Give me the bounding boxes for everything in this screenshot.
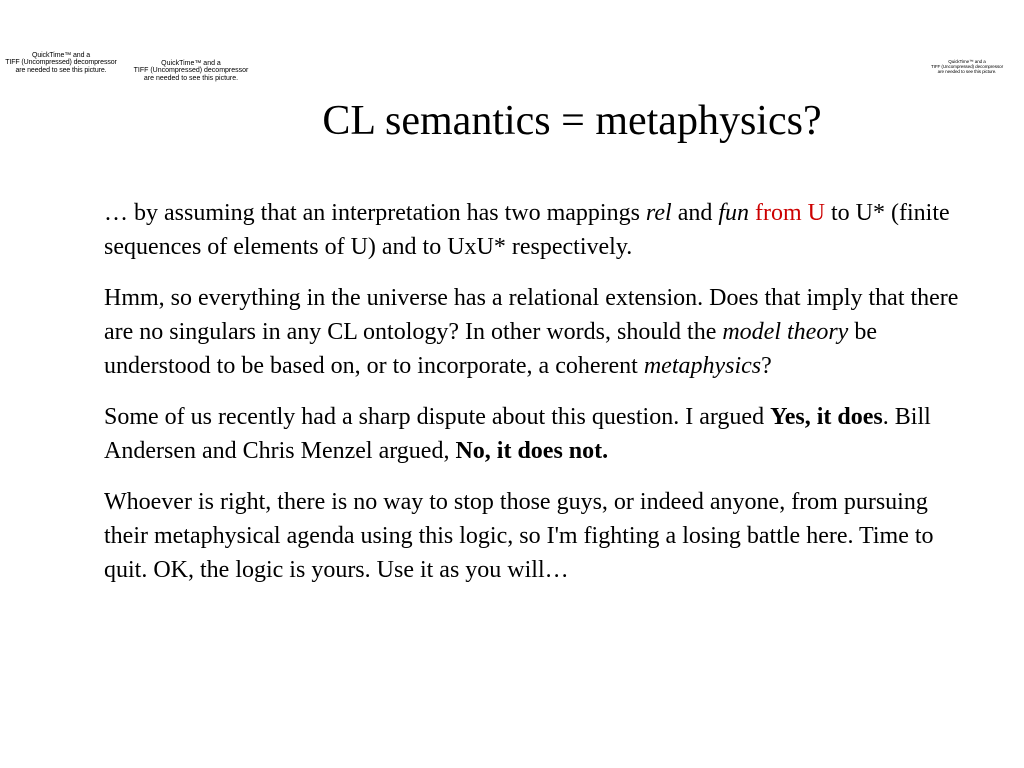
placeholder-line: TIFF (Uncompressed) decompressor bbox=[5, 59, 117, 67]
paragraph-dispute bbox=[104, 400, 964, 468]
text-run: Some of us recently had a sharp dispute about this question. I argued bbox=[104, 404, 771, 430]
slide-title: CL semantics = metaphysics? bbox=[322, 98, 822, 144]
text-run: Hmm, so everything in the universe has a relational extension. Does that imply that there are no singulars in any CL ontology? In other words, should the bbox=[104, 285, 959, 345]
text-run: be understood to be based on, or to incorporate, a coherent bbox=[104, 319, 877, 379]
text-run: . Bill Andersen and Chris Menzel argued, bbox=[104, 404, 931, 464]
bold-yes-it-does: Yes, it does bbox=[770, 404, 883, 430]
paragraph-relational-extension bbox=[104, 281, 964, 383]
text-run: and bbox=[671, 200, 719, 226]
italic-metaphysics: metaphysics bbox=[643, 353, 762, 379]
placeholder-line: QuickTime™ and a bbox=[948, 59, 986, 64]
placeholder-line: are needed to see this picture. bbox=[143, 74, 239, 82]
italic-fun: fun bbox=[718, 200, 750, 226]
paragraph-interpretation-mappings bbox=[104, 196, 964, 264]
text-run: to U* (finite sequences of elements of U) and to UxU* respectively. bbox=[104, 200, 950, 260]
paragraph-conclusion bbox=[104, 485, 964, 587]
placeholder-line: QuickTime™ and a bbox=[31, 52, 91, 59]
italic-rel: rel bbox=[645, 200, 672, 226]
text-run: Whoever is right, there is no way to stop those guys, or indeed anyone, from pursuing their metaphysical agenda using this logic, so I'm fighting a losing battle here. Time to quit. OK, the logic is yours. Use it as you will… bbox=[104, 489, 934, 583]
placeholder-line: QuickTime™ and a bbox=[161, 60, 221, 67]
missing-image-placeholder-right bbox=[926, 60, 1008, 74]
text-run: … by assuming that an interpretation has two mappings bbox=[104, 200, 646, 226]
text-run: ? bbox=[761, 353, 772, 379]
slide-body bbox=[104, 196, 964, 604]
missing-image-placeholder-center bbox=[126, 60, 256, 82]
bold-no-it-does-not: No, it does not. bbox=[455, 438, 609, 464]
missing-image-placeholder-left bbox=[0, 52, 122, 74]
placeholder-line: TIFF (Uncompressed) decompressor bbox=[930, 63, 1004, 69]
italic-model-theory: model theory bbox=[722, 319, 849, 345]
placeholder-line: TIFF (Uncompressed) decompressor bbox=[133, 67, 249, 75]
placeholder-line: are needed to see this picture. bbox=[15, 66, 107, 74]
placeholder-line: are needed to see this picture. bbox=[937, 68, 997, 74]
highlight-from-u: from U bbox=[755, 200, 826, 226]
